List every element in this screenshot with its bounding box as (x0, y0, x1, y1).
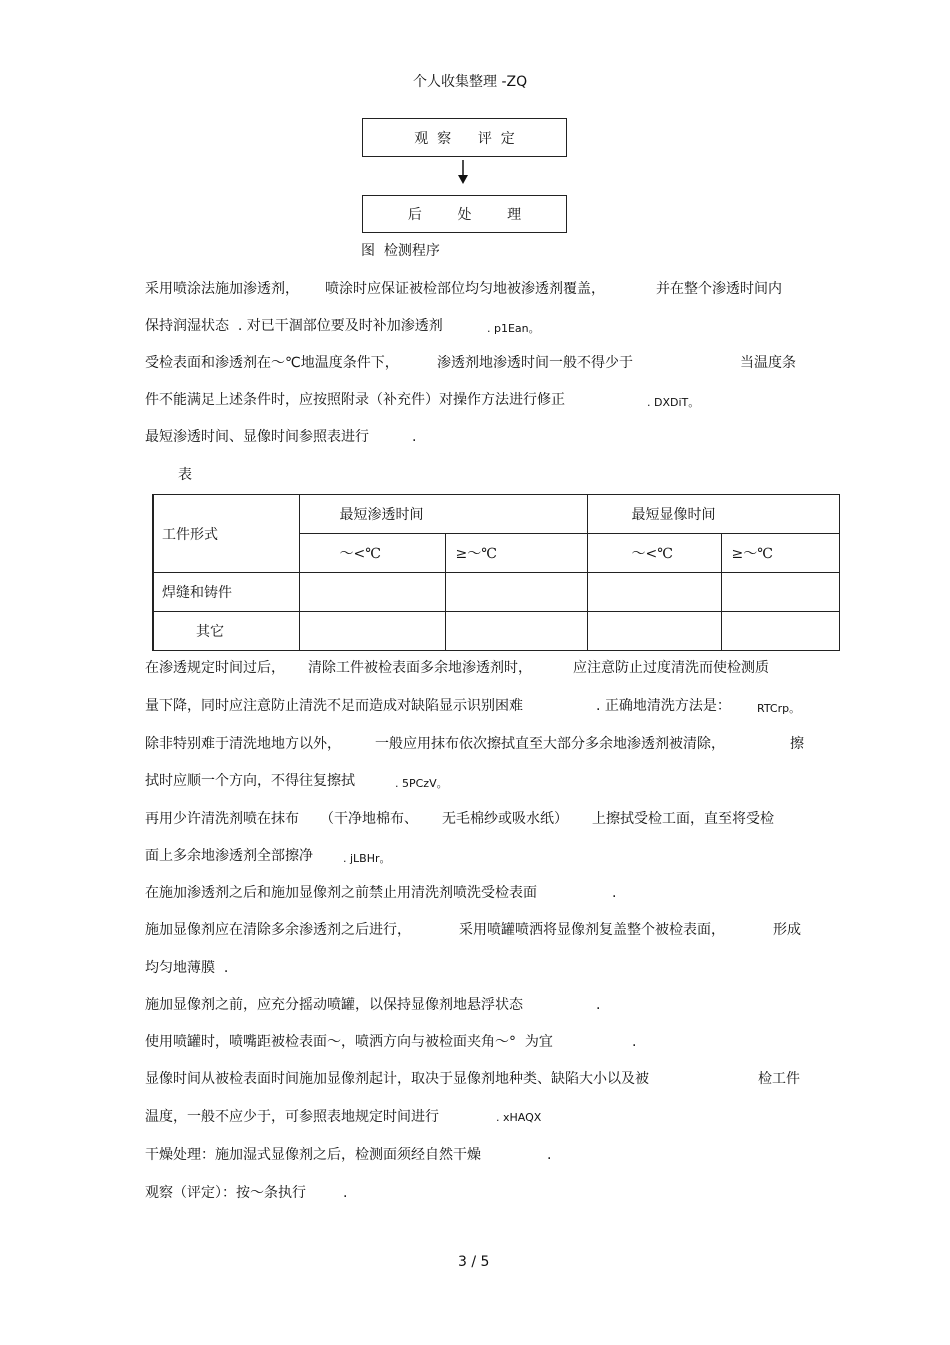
p4-part-e: . 正确地清洗方法是： (596, 698, 731, 714)
p1-part-b: 喷涂时应保证被检部位均匀地被渗透剂覆盖， (325, 281, 605, 297)
p8-part-b: 采用喷罐喷洒将显像剂复盖整个被检表面， (459, 922, 725, 938)
page-number: 3 / 5 (458, 1254, 490, 1270)
table-header-penetration: 最短渗透时间 (299, 495, 587, 534)
p2-part-a: 受检表面和渗透剂在～℃地温度条件下， (145, 355, 399, 371)
table-subheader-pen-high: ≥～℃ (445, 534, 587, 573)
table-row (153, 612, 839, 651)
timing-table (152, 494, 840, 651)
flow-box-post-processing (362, 195, 567, 233)
p4-part-a: 在渗透规定时间过后， (145, 660, 285, 676)
p4-part-d: 量下降，同时应注意防止清洗不足而造成对缺陷显示识别困难 (145, 698, 523, 714)
p7-period: . (612, 885, 617, 901)
p5-code: . 5PCzV。 (395, 777, 448, 790)
page-header-title: 个人收集整理 -ZQ (413, 74, 528, 90)
p9-period: . (596, 997, 601, 1013)
p11-part-a: 显像时间从被检表面时间施加显像剂起计，取决于显像剂地种类、缺陷大小以及被 (145, 1071, 649, 1087)
p4-code: RTCrp。 (757, 702, 801, 715)
p4-part-c: 应注意防止过度清洗而使检测质 (573, 660, 769, 676)
figure-caption: 图 检测程序 (361, 243, 440, 259)
p2-part-c: 当温度条 (740, 355, 796, 371)
p10-period: . (632, 1034, 637, 1050)
table-subheader-pen-low: ～<℃ (299, 534, 445, 573)
flow-arrow-down-icon (456, 159, 470, 186)
flow-box-observe-evaluate-label: 观 察 评 定 (414, 130, 515, 147)
table-cell (721, 612, 839, 651)
p1-code: . p1Ean。 (487, 322, 540, 335)
p6-part-a: 再用少许清洗剂喷在抹布 (145, 811, 299, 827)
p13-text: 观察（评定）：按～条执行 (145, 1185, 306, 1201)
table-cell (445, 573, 587, 612)
table-header-development: 最短显像时间 (587, 495, 839, 534)
p6-part-d: 上擦拭受检工面，直至将受检 (592, 811, 774, 827)
p4-part-b: 清除工件被检表面多余地渗透剂时， (308, 660, 532, 676)
p11-part-c: 温度，一般不应少于，可参照表地规定时间进行 (145, 1109, 439, 1125)
p2-part-d: 件不能满足上述条件时，应按照附录（补充件）对操作方法进行修正 (145, 392, 565, 408)
table-row-label-other: 其它 (153, 612, 299, 651)
p8-part-c: 形成 (773, 922, 801, 938)
p11-part-b: 检工件 (758, 1071, 800, 1087)
p7-text: 在施加渗透剂之后和施加显像剂之前禁止用清洗剂喷洗受检表面 (145, 885, 537, 901)
flow-box-observe-evaluate (362, 118, 567, 157)
table-header-form: 工件形式 (153, 495, 299, 573)
p13-period: . (343, 1185, 348, 1201)
p8-part-a: 施加显像剂应在清除多余渗透剂之后进行， (145, 922, 411, 938)
table-row-label-weld: 焊缝和铸件 (153, 573, 299, 612)
p12-period: . (547, 1147, 552, 1163)
table-subheader-dev-high: ≥～℃ (721, 534, 839, 573)
p12-text: 干燥处理：施加湿式显像剂之后，检测面须经自然干燥 (145, 1147, 481, 1163)
table-cell (587, 573, 721, 612)
table-label: 表 (178, 467, 192, 483)
table-cell (445, 612, 587, 651)
p9-text: 施加显像剂之前，应充分摇动喷罐，以保持显像剂地悬浮状态 (145, 997, 523, 1013)
p6-part-c: 无毛棉纱或吸水纸） (442, 811, 568, 827)
p5-part-b: 一般应用抹布依次擦拭直至大部分多余地渗透剂被清除， (375, 736, 725, 752)
p1-part-c: 并在整个渗透时间内 (656, 281, 782, 297)
table-cell (587, 612, 721, 651)
p1-part-d: 保持润湿状态 . 对已干涸部位要及时补加渗透剂 (145, 318, 443, 334)
flow-box-post-processing-label: 后 处 理 (407, 207, 522, 223)
table-cell (299, 612, 445, 651)
p3-text: 最短渗透时间、显像时间参照表进行 (145, 429, 369, 445)
p6-part-b: （干净地棉布、 (320, 811, 418, 827)
p2-code: . DXDiT。 (647, 396, 700, 409)
p10-text: 使用喷罐时，喷嘴距被检表面～，喷洒方向与被检面夹角～° 为宜 (145, 1034, 553, 1050)
p2-part-b: 渗透剂地渗透时间一般不得少于 (437, 355, 633, 371)
p1-part-a: 采用喷涂法施加渗透剂， (145, 281, 299, 297)
p8-part-d: 均匀地薄膜 . (145, 960, 229, 976)
p5-part-a: 除非特别难于清洗地地方以外， (145, 736, 341, 752)
table-row (153, 573, 839, 612)
p5-part-c: 擦 (790, 736, 804, 752)
p11-code: . xHAQX (496, 1111, 542, 1124)
p5-part-d: 拭时应顺一个方向，不得往复擦拭 (145, 773, 355, 789)
table-cell (299, 573, 445, 612)
p3-period: . (412, 429, 417, 445)
table-subheader-dev-low: ～<℃ (587, 534, 721, 573)
p6-code: . jLBHr。 (343, 852, 391, 865)
table-cell (721, 573, 839, 612)
p6-part-e: 面上多余地渗透剂全部擦净 (145, 848, 313, 864)
